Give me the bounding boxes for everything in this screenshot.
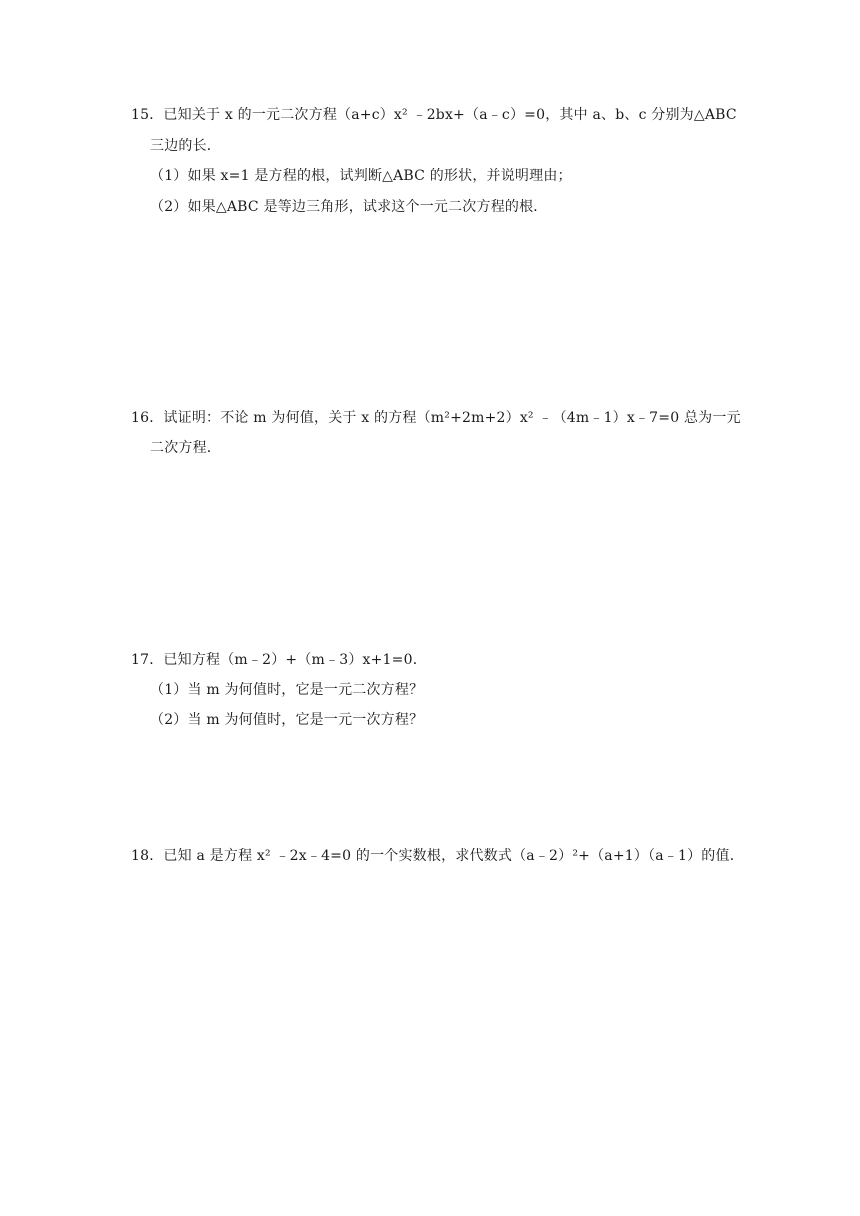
problem-17-stem: 已知方程（m﹣2）+（m﹣3）x+1=0． xyxy=(163,652,427,668)
problem-16-stem: 试证明：不论 m 为何值，关于 x 的方程（m²+2m+2）x² ﹣（4m﹣1）x﹣7=0 总为一元 xyxy=(163,410,741,426)
problem-18-number: 18． xyxy=(131,848,164,864)
problem-17-part-1: （1）当 m 为何值时，它是一元二次方程？ xyxy=(150,682,424,698)
problem-17-number: 17． xyxy=(131,652,164,668)
problem-17-part-2: （2）当 m 为何值时，它是一元一次方程？ xyxy=(150,712,424,728)
problem-16-number: 16． xyxy=(131,410,164,426)
problem-16-line-1 xyxy=(131,409,741,427)
problem-15-stem: 已知关于 x 的一元二次方程（a+c）x² ﹣2bx+（a﹣c）=0，其中 a、b、c 分别为△ABC xyxy=(163,107,737,123)
problem-15-part-2: （2）如果△ABC 是等边三角形，试求这个一元二次方程的根． xyxy=(150,199,548,215)
problem-18-line-1 xyxy=(131,847,744,865)
problem-15-line-1 xyxy=(131,106,737,124)
problem-17-line-1 xyxy=(131,651,427,669)
problem-15-stem-continued: 三边的长． xyxy=(150,138,221,154)
problem-15-number: 15． xyxy=(131,107,164,123)
problem-15-part-1: （1）如果 x=1 是方程的根，试判断△ABC 的形状，并说明理由； xyxy=(150,168,572,184)
problem-18-stem: 已知 a 是方程 x² ﹣2x﹣4=0 的一个实数根，求代数式（a﹣2）²+（a+1）（a﹣1）的值． xyxy=(163,848,744,864)
problem-16-stem-continued: 二次方程． xyxy=(150,440,221,456)
